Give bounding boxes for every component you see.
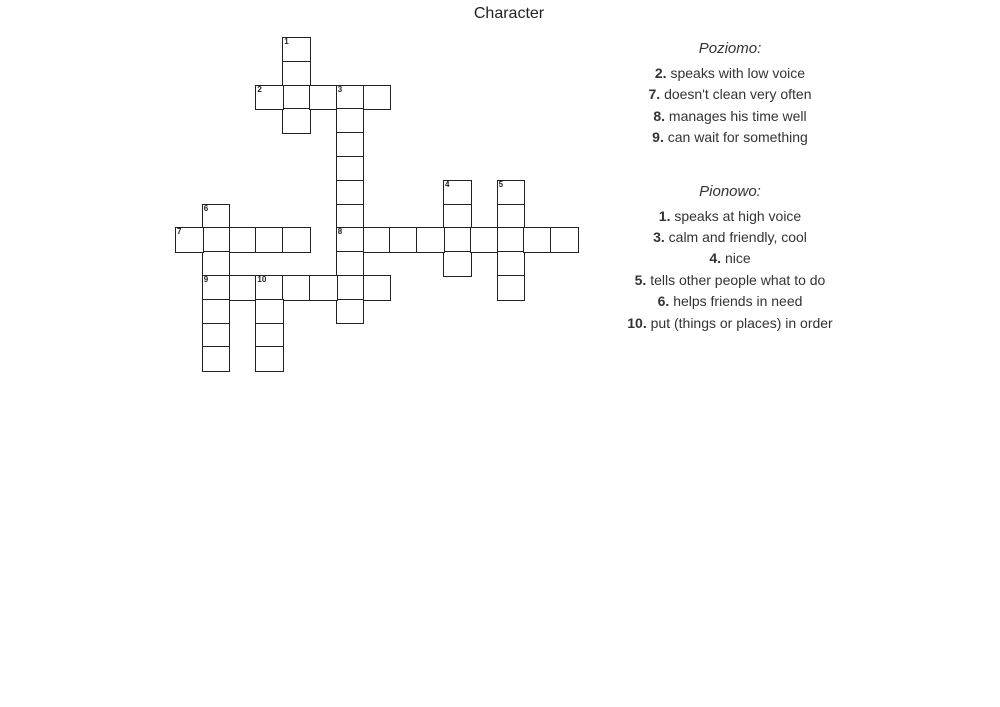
grid-cell[interactable] bbox=[282, 61, 311, 87]
grid-cell[interactable] bbox=[336, 227, 365, 253]
clue-number: 7 bbox=[177, 227, 182, 237]
clue-number: 5 bbox=[498, 179, 504, 189]
grid-cell[interactable] bbox=[336, 251, 365, 277]
clue-down-5: 5. tells other people what to do bbox=[634, 271, 826, 288]
grid-cell[interactable] bbox=[255, 275, 284, 301]
grid-cell[interactable] bbox=[282, 37, 311, 63]
grid-cell[interactable] bbox=[309, 275, 338, 301]
across-clues bbox=[600, 40, 860, 149]
grid-cell[interactable] bbox=[443, 227, 472, 253]
across-heading: Poziomo: bbox=[698, 40, 762, 57]
grid-cell[interactable] bbox=[255, 85, 284, 111]
grid-cell[interactable] bbox=[255, 346, 284, 372]
grid-cell[interactable] bbox=[523, 227, 552, 253]
down-clues bbox=[600, 183, 860, 334]
grid-cell[interactable] bbox=[282, 275, 311, 301]
grid-cell[interactable] bbox=[336, 204, 365, 230]
clue-down-3: 3. calm and friendly, cool bbox=[653, 228, 807, 245]
grid-cell[interactable] bbox=[336, 299, 365, 325]
grid-cell[interactable] bbox=[336, 85, 365, 111]
grid-cell[interactable] bbox=[363, 85, 392, 111]
grid-cell[interactable] bbox=[202, 299, 231, 325]
clue-number: 9 bbox=[203, 275, 209, 284]
grid-cell[interactable] bbox=[202, 275, 231, 301]
clue-across-8: 8. manages his time well bbox=[653, 107, 807, 124]
grid-cell[interactable] bbox=[470, 227, 499, 253]
grid-cell[interactable] bbox=[336, 108, 365, 134]
grid-cell[interactable] bbox=[336, 180, 365, 206]
grid-cell[interactable] bbox=[255, 227, 284, 253]
grid-cell[interactable] bbox=[282, 227, 311, 253]
grid-cell[interactable] bbox=[336, 275, 365, 301]
clue-number: 10 bbox=[257, 275, 267, 284]
grid-cell[interactable] bbox=[202, 204, 231, 230]
clue-across-9: 9. can wait for something bbox=[652, 129, 808, 146]
grid-cell[interactable] bbox=[550, 227, 579, 253]
grid-cell[interactable] bbox=[175, 227, 204, 253]
clues-panel bbox=[600, 40, 860, 334]
clue-across-7: 7. doesn't clean very often bbox=[648, 86, 812, 103]
grid-cell[interactable] bbox=[336, 132, 365, 158]
grid-cell[interactable] bbox=[282, 108, 311, 134]
clue-down-6: 6. helps friends in need bbox=[657, 293, 803, 310]
grid-cell[interactable] bbox=[497, 204, 526, 230]
clue-number: 8 bbox=[337, 227, 343, 237]
grid-cell[interactable] bbox=[282, 85, 311, 111]
clue-down-1: 1. speaks at high voice bbox=[658, 207, 802, 224]
grid-cell[interactable] bbox=[255, 299, 284, 325]
grid-cell[interactable] bbox=[363, 227, 392, 253]
grid-cell[interactable] bbox=[229, 227, 258, 253]
grid-cell[interactable] bbox=[416, 227, 445, 253]
grid-cell[interactable] bbox=[202, 323, 231, 349]
puzzle-title: Character bbox=[473, 5, 545, 22]
grid-cell[interactable] bbox=[497, 275, 526, 301]
grid-cell[interactable] bbox=[497, 180, 526, 206]
clue-number: 1 bbox=[284, 37, 289, 46]
grid-cell[interactable] bbox=[202, 346, 231, 372]
clue-number: 6 bbox=[203, 203, 209, 213]
grid-cell[interactable] bbox=[443, 251, 472, 277]
clue-across-2: 2. speaks with low voice bbox=[654, 65, 806, 81]
clue-number: 3 bbox=[337, 84, 343, 94]
grid-cell[interactable] bbox=[497, 251, 526, 277]
grid-cell[interactable] bbox=[443, 204, 472, 230]
clue-down-10: 10. put (things or places) in order bbox=[627, 314, 833, 331]
clue-down-4: 4. nice bbox=[709, 250, 751, 267]
grid-cell[interactable] bbox=[389, 227, 418, 253]
grid-cell[interactable] bbox=[202, 227, 231, 253]
clue-number: 2 bbox=[257, 84, 262, 94]
clue-number: 4 bbox=[445, 179, 450, 189]
down-heading: Pionowo: bbox=[699, 182, 761, 200]
grid-cell[interactable] bbox=[443, 180, 472, 206]
grid-cell[interactable] bbox=[497, 227, 526, 253]
grid-cell[interactable] bbox=[255, 323, 284, 349]
grid-cell[interactable] bbox=[202, 251, 231, 277]
grid-cell[interactable] bbox=[309, 85, 338, 111]
grid-cell[interactable] bbox=[229, 275, 258, 301]
grid-cell[interactable] bbox=[363, 275, 392, 301]
grid-cell[interactable] bbox=[336, 156, 365, 182]
